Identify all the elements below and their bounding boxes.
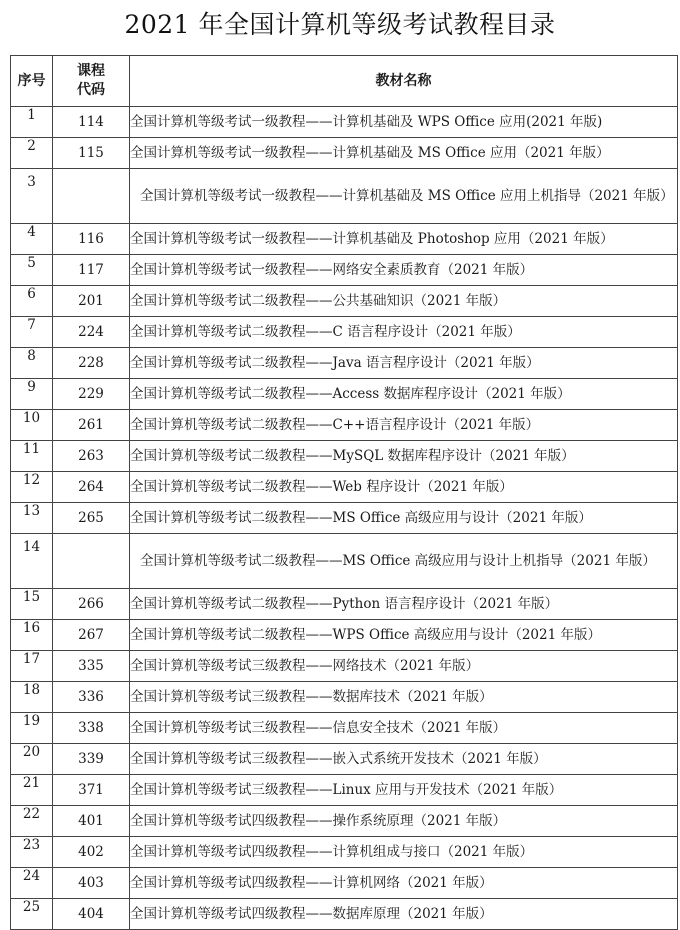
table-row [11, 169, 678, 224]
header-code: 课程 代码 [53, 56, 130, 107]
header-name: 教材名称 [130, 56, 678, 107]
row-textbook-name: 全国计算机等级考试二级教程——WPS Office 高级应用与设计（2021 年版） [130, 620, 678, 651]
row-course-code: 116 [53, 224, 130, 255]
table-row [11, 534, 678, 589]
row-seq: 12 [11, 472, 53, 503]
row-course-code: 403 [53, 868, 130, 899]
table-row [11, 899, 678, 930]
row-course-code [53, 534, 130, 589]
table-row [11, 713, 678, 744]
row-course-code: 267 [53, 620, 130, 651]
row-seq: 7 [11, 317, 53, 348]
table-row [11, 589, 678, 620]
row-textbook-name: 全国计算机等级考试二级教程——C++语言程序设计（2021 年版） [130, 410, 678, 441]
table-row [11, 317, 678, 348]
table-body [11, 107, 678, 930]
header-seq: 序号 [11, 56, 53, 107]
table-row [11, 107, 678, 138]
row-textbook-name: 全国计算机等级考试一级教程——计算机基础及 WPS Office 应用(2021 年版) [130, 107, 678, 138]
row-textbook-name: 全国计算机等级考试二级教程——Access 数据库程序设计（2021 年版） [130, 379, 678, 410]
row-course-code: 336 [53, 682, 130, 713]
row-course-code [53, 169, 130, 224]
row-textbook-name: 全国计算机等级考试四级教程——操作系统原理（2021 年版） [130, 806, 678, 837]
row-seq: 10 [11, 410, 53, 441]
table-row [11, 868, 678, 899]
table-row [11, 379, 678, 410]
table-row [11, 138, 678, 169]
row-textbook-name: 全国计算机等级考试三级教程——Linux 应用与开发技术（2021 年版） [130, 775, 678, 806]
row-seq: 19 [11, 713, 53, 744]
row-textbook-name: 全国计算机等级考试四级教程——计算机组成与接口（2021 年版） [130, 837, 678, 868]
row-seq: 4 [11, 224, 53, 255]
table-row [11, 224, 678, 255]
table-row [11, 651, 678, 682]
row-seq: 15 [11, 589, 53, 620]
row-course-code: 263 [53, 441, 130, 472]
row-seq: 17 [11, 651, 53, 682]
table-row [11, 806, 678, 837]
page-title: 2021 年全国计算机等级考试教程目录 [124, 10, 556, 39]
row-course-code: 404 [53, 899, 130, 930]
row-seq: 23 [11, 837, 53, 868]
row-seq: 21 [11, 775, 53, 806]
row-textbook-name: 全国计算机等级考试三级教程——网络技术（2021 年版） [130, 651, 678, 682]
row-textbook-name: 全国计算机等级考试三级教程——嵌入式系统开发技术（2021 年版） [130, 744, 678, 775]
table-row [11, 441, 678, 472]
row-textbook-name: 全国计算机等级考试一级教程——计算机基础及 Photoshop 应用（2021 年版） [130, 224, 678, 255]
row-seq: 3 [11, 169, 53, 224]
row-seq: 13 [11, 503, 53, 534]
row-textbook-name: 全国计算机等级考试二级教程——公共基础知识（2021 年版） [130, 286, 678, 317]
row-textbook-name: 全国计算机等级考试四级教程——数据库原理（2021 年版） [130, 899, 678, 930]
row-textbook-name: 全国计算机等级考试二级教程——MS Office 高级应用与设计（2021 年版） [130, 503, 678, 534]
row-textbook-name: 全国计算机等级考试三级教程——信息安全技术（2021 年版） [130, 713, 678, 744]
row-seq: 5 [11, 255, 53, 286]
row-course-code: 115 [53, 138, 130, 169]
row-textbook-name: 全国计算机等级考试一级教程——计算机基础及 MS Office 应用上机指导（2021 年版） [130, 169, 678, 224]
row-seq: 9 [11, 379, 53, 410]
row-textbook-name: 全国计算机等级考试二级教程——Python 语言程序设计（2021 年版） [130, 589, 678, 620]
row-course-code: 401 [53, 806, 130, 837]
row-textbook-name: 全国计算机等级考试一级教程——计算机基础及 MS Office 应用（2021 年版） [130, 138, 678, 169]
table-row [11, 410, 678, 441]
row-textbook-name: 全国计算机等级考试二级教程——C 语言程序设计（2021 年版） [130, 317, 678, 348]
row-seq: 18 [11, 682, 53, 713]
table-row [11, 503, 678, 534]
row-seq: 2 [11, 138, 53, 169]
row-course-code: 265 [53, 503, 130, 534]
table-header-row [11, 56, 678, 107]
row-course-code: 335 [53, 651, 130, 682]
table-row [11, 620, 678, 651]
row-course-code: 266 [53, 589, 130, 620]
row-course-code: 201 [53, 286, 130, 317]
row-textbook-name: 全国计算机等级考试二级教程——MS Office 高级应用与设计上机指导（2021 年版） [130, 534, 678, 589]
table-row [11, 837, 678, 868]
row-seq: 1 [11, 107, 53, 138]
table-row [11, 775, 678, 806]
row-seq: 14 [11, 534, 53, 589]
row-seq: 25 [11, 899, 53, 930]
row-seq: 11 [11, 441, 53, 472]
row-textbook-name: 全国计算机等级考试二级教程——Java 语言程序设计（2021 年版） [130, 348, 678, 379]
row-course-code: 264 [53, 472, 130, 503]
row-seq: 24 [11, 868, 53, 899]
table-row [11, 744, 678, 775]
row-seq: 8 [11, 348, 53, 379]
row-textbook-name: 全国计算机等级考试四级教程——计算机网络（2021 年版） [130, 868, 678, 899]
table-row [11, 472, 678, 503]
row-course-code: 117 [53, 255, 130, 286]
row-seq: 16 [11, 620, 53, 651]
row-textbook-name: 全国计算机等级考试二级教程——Web 程序设计（2021 年版） [130, 472, 678, 503]
row-textbook-name: 全国计算机等级考试二级教程——MySQL 数据库程序设计（2021 年版） [130, 441, 678, 472]
row-course-code: 371 [53, 775, 130, 806]
row-seq: 20 [11, 744, 53, 775]
row-course-code: 228 [53, 348, 130, 379]
row-course-code: 261 [53, 410, 130, 441]
table-row [11, 255, 678, 286]
row-seq: 22 [11, 806, 53, 837]
row-course-code: 114 [53, 107, 130, 138]
row-course-code: 229 [53, 379, 130, 410]
row-textbook-name: 全国计算机等级考试一级教程——网络安全素质教育（2021 年版） [130, 255, 678, 286]
row-course-code: 402 [53, 837, 130, 868]
table-row [11, 682, 678, 713]
row-textbook-name: 全国计算机等级考试三级教程——数据库技术（2021 年版） [130, 682, 678, 713]
table-row [11, 348, 678, 379]
row-course-code: 338 [53, 713, 130, 744]
table-row [11, 286, 678, 317]
row-seq: 6 [11, 286, 53, 317]
row-course-code: 224 [53, 317, 130, 348]
row-course-code: 339 [53, 744, 130, 775]
catalog-table [10, 55, 678, 930]
